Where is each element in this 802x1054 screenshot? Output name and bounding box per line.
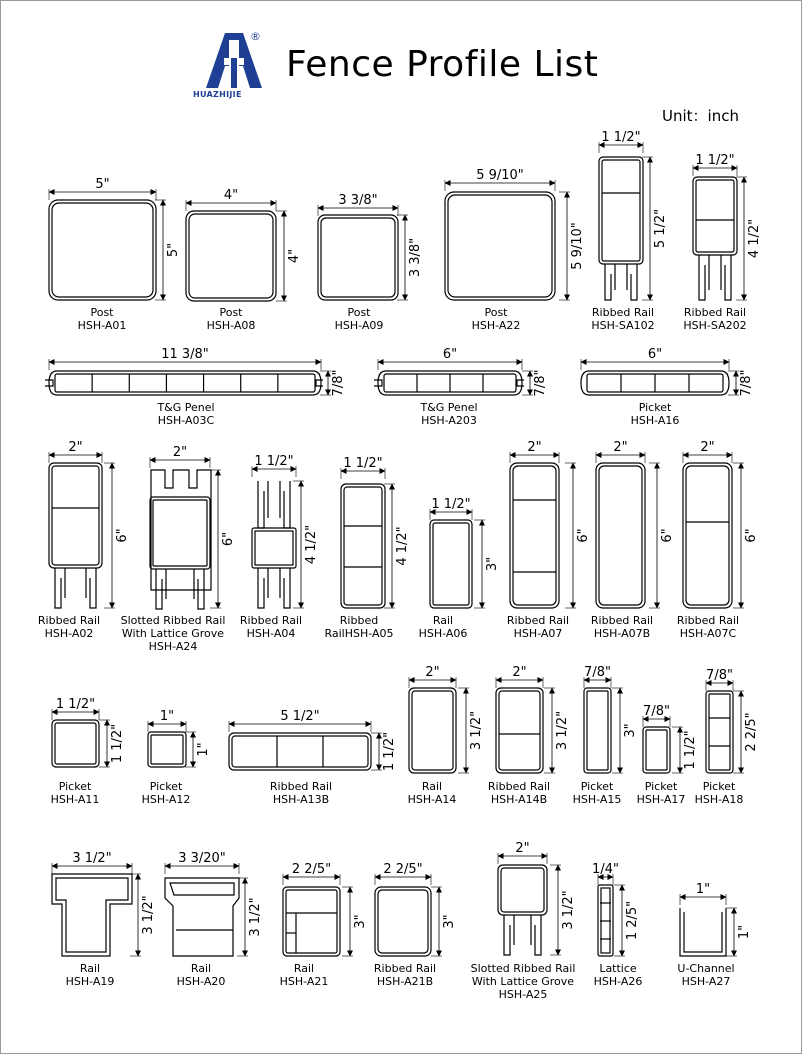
- a24-leg-right: [194, 569, 204, 609]
- a07c-code-label: HSH-A07C: [679, 627, 737, 640]
- a20-profile: [165, 878, 239, 956]
- a18-name-label: Picket: [702, 780, 736, 793]
- a17-profile-inner: [646, 730, 667, 770]
- a19-profile-inner: [56, 878, 128, 952]
- a22-name-label: Post: [484, 306, 508, 319]
- a07c-profile-inner: [686, 466, 729, 605]
- a02-width-label: 2": [68, 440, 83, 455]
- a01-name-label: Post: [90, 306, 114, 319]
- a24-body-inner: [153, 500, 207, 566]
- a12-name-label: Picket: [149, 780, 183, 793]
- a24-name-label: Slotted Ribbed Rail: [120, 614, 226, 627]
- a02-height-label: 6": [114, 528, 130, 543]
- a11-width-label: 1 1/2": [55, 697, 96, 712]
- a05-name-label-2: RailHSH-A05: [324, 627, 394, 640]
- a25-leg-right: [531, 915, 541, 955]
- a06-height-label: 3": [484, 556, 500, 572]
- a05-width-label: 1 1/2": [343, 456, 383, 471]
- a17-width-label: 7/8": [643, 704, 670, 719]
- sa202-profile: [693, 177, 737, 255]
- a24-leg-left: [156, 569, 166, 609]
- a21b-code-label: HSH-A21B: [376, 975, 434, 988]
- a07b-profile: [596, 463, 645, 608]
- a07-width-label: 2": [527, 440, 542, 455]
- a12-code-label: HSH-A12: [141, 793, 191, 806]
- a203-code-label: HSH-A203: [421, 414, 477, 427]
- a25-name-label: Slotted Ribbed Rail: [470, 962, 576, 975]
- a26-width-label: 1/4": [592, 862, 619, 877]
- a15-height-label: 3": [622, 723, 638, 738]
- a25-profile: [498, 865, 547, 915]
- a04-width-label: 1 1/2": [254, 454, 294, 469]
- a11-profile: [52, 720, 99, 767]
- a15-width-label: 7/8": [584, 665, 611, 680]
- a27-profile: [680, 908, 726, 956]
- a12-width-label: 1": [159, 709, 175, 724]
- sa202-profile-inner: [696, 180, 734, 252]
- a17-code-label: HSH-A17: [636, 793, 686, 806]
- a07c-name-label: Ribbed Rail: [676, 614, 740, 627]
- a09-profile: [318, 215, 398, 300]
- a07-profile: [510, 463, 559, 608]
- a17-height-label: 1 1/2": [682, 730, 698, 770]
- a14b-width-label: 2": [512, 665, 527, 680]
- a14b-name-label: Ribbed Rail: [487, 780, 551, 793]
- a02-name-label: Ribbed Rail: [37, 614, 101, 627]
- a16-width-label: 6": [647, 347, 663, 362]
- sa102-name-label: Ribbed Rail: [591, 306, 655, 319]
- a21-code-label: HSH-A21: [279, 975, 329, 988]
- a07-name-label: Ribbed Rail: [506, 614, 570, 627]
- a13b-code-label: HSH-A13B: [272, 793, 330, 806]
- a08-height-label: 4": [286, 248, 302, 264]
- a03c-profile-inner: [55, 374, 315, 392]
- a07b-code-label: HSH-A07B: [593, 627, 651, 640]
- a25-height-label: 3 1/2": [560, 890, 576, 930]
- a22-profile: [445, 192, 555, 300]
- a27-width-label: 1": [695, 882, 711, 897]
- a17-profile: [643, 727, 670, 773]
- a25-width-label: 2": [515, 841, 530, 856]
- a21-height-label: 3": [352, 914, 368, 929]
- a21b-profile-inner: [378, 890, 428, 953]
- brand-name: HUAZHIJIE: [193, 90, 242, 99]
- a21-name-label: Rail: [293, 962, 315, 975]
- a06-profile: [430, 520, 472, 608]
- a14b-profile-inner: [499, 691, 540, 770]
- a09-name-label: Post: [347, 306, 371, 319]
- a20-height-label: 3 1/2": [247, 897, 263, 937]
- a19-code-label: HSH-A19: [65, 975, 115, 988]
- a02-leg-left: [55, 568, 65, 608]
- a09-profile-inner: [321, 218, 395, 297]
- a08-profile: [186, 211, 276, 301]
- a21-profile-inner: [286, 890, 337, 953]
- a25-profile-inner: [501, 868, 544, 912]
- a06-name-label: Rail: [432, 614, 454, 627]
- a04-top-leg-left: [258, 481, 268, 528]
- a22-height-label: 5 9/10": [569, 222, 585, 270]
- a08-code-label: HSH-A08: [206, 319, 256, 332]
- a05-name-label: Ribbed: [339, 614, 379, 627]
- a04-code-label: HSH-A04: [246, 627, 296, 640]
- a16-height-label: 7/8": [738, 369, 754, 397]
- a24-code-label: HSH-A24: [148, 640, 198, 653]
- a24-width-label: 2": [172, 445, 188, 460]
- a14-name-label: Rail: [421, 780, 443, 793]
- a07-profile-inner: [513, 466, 556, 605]
- registered-mark: ®: [250, 30, 261, 43]
- a21b-height-label: 3": [441, 914, 457, 929]
- a11-height-label: 1 1/2": [109, 723, 125, 764]
- a11-profile-inner: [55, 723, 96, 764]
- a04-profile: [252, 528, 296, 568]
- a203-height-label: 7/8": [532, 369, 548, 397]
- a08-name-label: Post: [219, 306, 243, 319]
- a20-cap: [170, 883, 234, 895]
- a26-height-label: 1 2/5": [624, 900, 640, 941]
- a06-profile-inner: [433, 523, 469, 605]
- a18-code-label: HSH-A18: [694, 793, 744, 806]
- a08-width-label: 4": [223, 188, 239, 203]
- a22-width-label: 5 9/10": [476, 168, 524, 183]
- a14b-height-label: 3 1/2": [554, 710, 570, 751]
- a13b-height-label: 1 1/2": [381, 731, 397, 772]
- sa202-height-label: 4 1/2": [746, 218, 762, 259]
- a14-height-label: 3 1/2": [468, 710, 484, 751]
- a18-width-label: 7/8": [706, 668, 733, 683]
- a04-leg-left: [258, 568, 268, 608]
- a21b-profile: [375, 887, 431, 956]
- a24-height-label: 6": [220, 531, 236, 547]
- a18-profile-inner: [709, 694, 730, 770]
- sa102-code-label: HSH-SA102: [591, 319, 655, 332]
- a22-code-label: HSH-A22: [471, 319, 521, 332]
- a02-profile: [49, 463, 102, 568]
- a07b-height-label: 6": [659, 528, 675, 543]
- a01-profile-inner: [52, 203, 153, 297]
- a01-width-label: 5": [95, 177, 110, 192]
- a04-leg-right: [280, 568, 290, 608]
- a09-height-label: 3 3/8": [407, 237, 423, 278]
- a05-profile: [341, 484, 385, 608]
- a24-name-label-2: With Lattice Grove: [121, 627, 225, 640]
- a25-code-label: HSH-A25: [498, 988, 548, 1001]
- unit-label: Unit：inch: [662, 107, 739, 125]
- a14-profile-inner: [412, 691, 453, 770]
- a14-width-label: 2": [425, 665, 440, 680]
- a03c-groove: [316, 380, 323, 386]
- a11-name-label: Picket: [58, 780, 92, 793]
- a16-code-label: HSH-A16: [630, 414, 680, 427]
- a06-width-label: 1 1/2": [431, 497, 471, 512]
- sa202-width-label: 1 1/2": [695, 153, 735, 168]
- a11-code-label: HSH-A11: [50, 793, 100, 806]
- a12-height-label: 1": [195, 742, 211, 757]
- a04-profile-inner: [255, 531, 293, 565]
- a21b-name-label: Ribbed Rail: [373, 962, 437, 975]
- a01-code-label: HSH-A01: [77, 319, 127, 332]
- sa202-name-label: Ribbed Rail: [683, 306, 747, 319]
- a20-width-label: 3 3/20": [178, 851, 226, 866]
- a14-code-label: HSH-A14: [407, 793, 457, 806]
- a12-profile-inner: [151, 735, 183, 764]
- sa102-leg-right: [627, 264, 637, 300]
- sa102-height-label: 5 1/2": [652, 208, 668, 249]
- a04-height-label: 4 1/2": [303, 524, 319, 565]
- a19-profile: [52, 874, 132, 956]
- a20-name-label: Rail: [190, 962, 212, 975]
- a15-name-label: Picket: [580, 780, 614, 793]
- a05-height-label: 4 1/2": [394, 526, 410, 566]
- a15-profile: [584, 688, 611, 773]
- a16-name-label: Picket: [638, 401, 672, 414]
- a14b-profile: [496, 688, 543, 773]
- a27-height-label: 1": [736, 924, 752, 940]
- a13b-profile: [229, 733, 371, 770]
- a03c-height-label: 7/8": [330, 369, 346, 397]
- sa102-width-label: 1 1/2": [601, 130, 641, 145]
- a13b-name-label: Ribbed Rail: [269, 780, 333, 793]
- a04-name-label: Ribbed Rail: [239, 614, 303, 627]
- sa202-leg-right: [721, 255, 731, 300]
- a17-name-label: Picket: [644, 780, 678, 793]
- a02-profile-inner: [52, 466, 99, 565]
- a20-code-label: HSH-A20: [176, 975, 226, 988]
- a13b-profile-inner: [232, 736, 368, 767]
- a07c-profile: [683, 463, 732, 608]
- sa102-leg-left: [605, 264, 615, 300]
- a09-code-label: HSH-A09: [334, 319, 384, 332]
- a18-height-label: 2 2/5": [743, 712, 759, 752]
- a09-width-label: 3 3/8": [338, 193, 378, 208]
- page-title: Fence Profile List: [286, 44, 599, 85]
- sa202-code-label: HSH-SA202: [683, 319, 747, 332]
- a07-code-label: HSH-A07: [513, 627, 563, 640]
- a15-profile-inner: [587, 691, 608, 770]
- a203-width-label: 6": [442, 347, 458, 362]
- a18-profile: [706, 691, 733, 773]
- a24-body: [150, 497, 210, 569]
- a08-profile-inner: [189, 214, 273, 298]
- a07b-width-label: 2": [613, 440, 628, 455]
- sa202-leg-left: [699, 255, 709, 300]
- a14b-code-label: HSH-A14B: [490, 793, 548, 806]
- a07b-profile-inner: [599, 466, 642, 605]
- a01-profile: [49, 200, 156, 300]
- a07c-height-label: 6": [743, 528, 759, 543]
- a203-name-label: T&G Penel: [420, 401, 478, 414]
- a26-code-label: HSH-A26: [593, 975, 643, 988]
- a25-leg-left: [504, 915, 514, 955]
- a12-profile: [148, 732, 186, 767]
- a24-profile: [151, 470, 211, 590]
- a22-profile-inner: [448, 195, 552, 297]
- a19-name-label: Rail: [79, 962, 101, 975]
- a04-top-leg-right: [280, 481, 290, 528]
- a19-height-label: 3 1/2": [140, 895, 156, 935]
- a06-code-label: HSH-A06: [418, 627, 468, 640]
- a02-leg-right: [86, 568, 96, 608]
- a21-profile: [283, 887, 340, 956]
- a03c-name-label: T&G Penel: [157, 401, 215, 414]
- a27-name-label: U-Channel: [677, 962, 735, 975]
- a07b-name-label: Ribbed Rail: [590, 614, 654, 627]
- a03c-code-label: HSH-A03C: [157, 414, 215, 427]
- a21-width-label: 2 2/5": [291, 862, 332, 877]
- a21b-width-label: 2 2/5": [383, 862, 423, 877]
- a19-width-label: 3 1/2": [72, 851, 112, 866]
- a14-profile: [409, 688, 456, 773]
- a01-height-label: 5": [165, 242, 181, 258]
- sa102-profile: [599, 157, 643, 264]
- a15-code-label: HSH-A15: [572, 793, 622, 806]
- a02-code-label: HSH-A02: [44, 627, 94, 640]
- a27-code-label: HSH-A27: [681, 975, 731, 988]
- a203-groove: [517, 380, 524, 386]
- a05-profile-inner: [344, 487, 382, 605]
- a26-name-label: Lattice: [599, 962, 637, 975]
- a13b-width-label: 5 1/2": [280, 709, 320, 724]
- a07c-width-label: 2": [700, 440, 715, 455]
- a25-name-label-2: With Lattice Grove: [471, 975, 575, 988]
- a03c-width-label: 11 3/8": [161, 347, 209, 362]
- sa102-profile-inner: [602, 160, 640, 261]
- a07-height-label: 6": [575, 528, 591, 543]
